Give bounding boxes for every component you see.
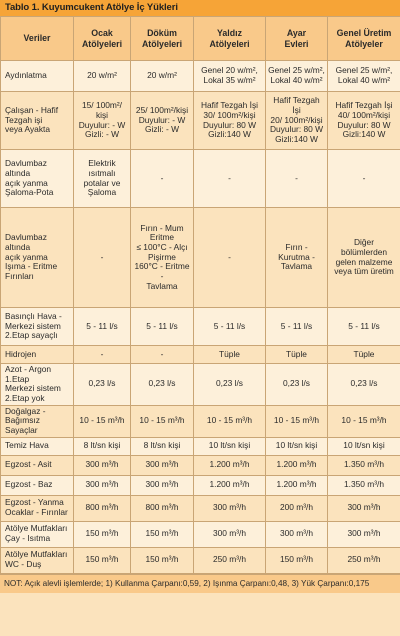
table-cell: - — [266, 150, 328, 208]
table-cell: 1.200 m³/h — [266, 455, 328, 475]
header-row — [1, 17, 400, 61]
column-header: Ocak Atölyeleri — [74, 17, 131, 61]
table-cell: - — [194, 150, 266, 208]
table-cell: 0,23 l/s — [194, 364, 266, 406]
row-label: Çalışan - Hafif Tezgah işi veya Ayakta — [1, 92, 74, 150]
table-cell: Tüple — [266, 346, 328, 364]
table-cell: 0,23 l/s — [328, 364, 400, 406]
row-label: Egzost - Yanma Ocaklar - Fırınlar — [1, 495, 74, 521]
table-cell: 5 - 11 l/s — [194, 308, 266, 346]
table-cell: 10 - 15 m³/h — [131, 405, 194, 437]
table-cell: - — [131, 150, 194, 208]
table-footnote: NOT: Açık alevli işlemlerde; 1) Kullanma Çarpanı:0,59, 2) Işınma Çarpanı:0,48, 3) Yük Çarpanı:0,175 — [0, 574, 400, 593]
row-label: Egzost - Asit — [1, 455, 74, 475]
table-cell: 0,23 l/s — [266, 364, 328, 406]
table-cell: Genel 25 w/m², Lokal 40 w/m² — [266, 61, 328, 92]
table-cell: 25/ 100m²/kişi Duyulur: - W Gizli: - W — [131, 92, 194, 150]
row-label: Aydınlatma — [1, 61, 74, 92]
table-cell: 10 - 15 m³/h — [328, 405, 400, 437]
table-cell: 300 m³/h — [266, 521, 328, 547]
table-cell: 300 m³/h — [74, 475, 131, 495]
table-row — [1, 92, 400, 150]
table-cell: 150 m³/h — [131, 547, 194, 573]
column-header: Ayar Evleri — [266, 17, 328, 61]
table-row — [1, 150, 400, 208]
row-label: Atölye Mutfakları WC - Duş — [1, 547, 74, 573]
table-cell: 250 m³/h — [194, 547, 266, 573]
table-cell: 5 - 11 l/s — [131, 308, 194, 346]
table-cell: Fırın - Mum Eritme ≤ 100°C - Alçı Pişirme 160°C - Eritme - Tavlama — [131, 208, 194, 308]
table-cell: 150 m³/h — [266, 547, 328, 573]
table-cell: 1.200 m³/h — [194, 475, 266, 495]
column-header: Döküm Atölyeleri — [131, 17, 194, 61]
table-cell: 5 - 11 l/s — [266, 308, 328, 346]
table-cell: 200 m³/h — [266, 495, 328, 521]
table-cell: Elektrik ısıtmalı potalar ve Şaloma — [74, 150, 131, 208]
table-row — [1, 455, 400, 475]
table-cell: 300 m³/h — [74, 455, 131, 475]
table-cell: 150 m³/h — [74, 521, 131, 547]
table-cell: 300 m³/h — [328, 495, 400, 521]
table-row — [1, 364, 400, 406]
table-cell: - — [328, 150, 400, 208]
table-cell: 20 w/m² — [74, 61, 131, 92]
row-label: Davlumbaz altında açık yanma Işıma - Eritme Fırınları — [1, 208, 74, 308]
table-cell: 1.350 m³/h — [328, 475, 400, 495]
table-cell: 10 lt/sn kişi — [194, 437, 266, 455]
table-cell: 800 m³/h — [74, 495, 131, 521]
table-cell: 300 m³/h — [131, 475, 194, 495]
table-cell: Diğer bölümlerden gelen malzeme veya tüm üretim — [328, 208, 400, 308]
table-row — [1, 308, 400, 346]
row-label: Egzost - Baz — [1, 475, 74, 495]
row-label: Davlumbaz altında açık yanma Şaloma-Pota — [1, 150, 74, 208]
table-cell: Tüple — [194, 346, 266, 364]
table-row — [1, 547, 400, 573]
table-cell: - — [74, 208, 131, 308]
table-cell: 20 w/m² — [131, 61, 194, 92]
table-cell: Tüple — [328, 346, 400, 364]
row-label: Doğalgaz - Bağımsız Sayaçlar — [1, 405, 74, 437]
table-cell: - — [194, 208, 266, 308]
table-cell: 1.200 m³/h — [194, 455, 266, 475]
table-cell: 5 - 11 l/s — [74, 308, 131, 346]
table-cell: Fırın - Kurutma - Tavlama — [266, 208, 328, 308]
row-label: Azot - Argon 1.Etap Merkezi sistem 2.Etap yok — [1, 364, 74, 406]
table-cell: 300 m³/h — [328, 521, 400, 547]
table-cell: 150 m³/h — [131, 521, 194, 547]
table-cell: Hafif Tezgah İşi 20/ 100m²/kişi Duyulur: 80 W Gizli:140 W — [266, 92, 328, 150]
table-cell: 5 - 11 l/s — [328, 308, 400, 346]
table-row — [1, 405, 400, 437]
table-row — [1, 61, 400, 92]
table-cell: 0,23 l/s — [74, 364, 131, 406]
table-cell: 15/ 100m²/ kişi Duyulur: - W Gizli: - W — [74, 92, 131, 150]
table-cell: Hafif Tezgah İşi 30/ 100m²/kişi Duyulur: 80 W Gizli:140 W — [194, 92, 266, 150]
table-row — [1, 437, 400, 455]
row-label: Hidrojen — [1, 346, 74, 364]
table-row — [1, 495, 400, 521]
table-cell: 10 lt/sn kişi — [328, 437, 400, 455]
table-cell: 800 m³/h — [131, 495, 194, 521]
table-cell: 8 lt/sn kişi — [131, 437, 194, 455]
table-cell: Genel 20 w/m², Lokal 35 w/m² — [194, 61, 266, 92]
table-cell: 1.350 m³/h — [328, 455, 400, 475]
table-row — [1, 208, 400, 308]
table-body — [1, 61, 400, 574]
table-cell: 250 m³/h — [328, 547, 400, 573]
column-header: Veriler — [1, 17, 74, 61]
loads-table — [0, 16, 400, 574]
table-title: Tablo 1. Kuyumcukent Atölye İç Yükleri — [0, 0, 400, 16]
table-cell: - — [131, 346, 194, 364]
table-cell: 0,23 l/s — [131, 364, 194, 406]
row-label: Temiz Hava — [1, 437, 74, 455]
row-label: Atölye Mutfakları Çay - Isıtma — [1, 521, 74, 547]
table-cell: 300 m³/h — [131, 455, 194, 475]
table-cell: 10 - 15 m³/h — [266, 405, 328, 437]
table-cell: 10 - 15 m³/h — [74, 405, 131, 437]
table-row — [1, 346, 400, 364]
column-header: Yaldız Atölyeleri — [194, 17, 266, 61]
table-cell: 10 lt/sn kişi — [266, 437, 328, 455]
row-label: Basınçlı Hava - Merkezi sistem 2.Etap sayaçlı — [1, 308, 74, 346]
table-cell: 10 - 15 m³/h — [194, 405, 266, 437]
table-cell: 150 m³/h — [74, 547, 131, 573]
table-cell: - — [74, 346, 131, 364]
table-cell: 300 m³/h — [194, 495, 266, 521]
table-cell: 300 m³/h — [194, 521, 266, 547]
table-row — [1, 475, 400, 495]
table-cell: 1.200 m³/h — [266, 475, 328, 495]
table-cell: 8 lt/sn kişi — [74, 437, 131, 455]
column-header: Genel Üretim Atölyeler — [328, 17, 400, 61]
table-cell: Hafif Tezgah İşi 40/ 100m²/kişi Duyulur: 80 W Gizli:140 W — [328, 92, 400, 150]
table-row — [1, 521, 400, 547]
table-cell: Genel 25 w/m², Lokal 40 w/m² — [328, 61, 400, 92]
